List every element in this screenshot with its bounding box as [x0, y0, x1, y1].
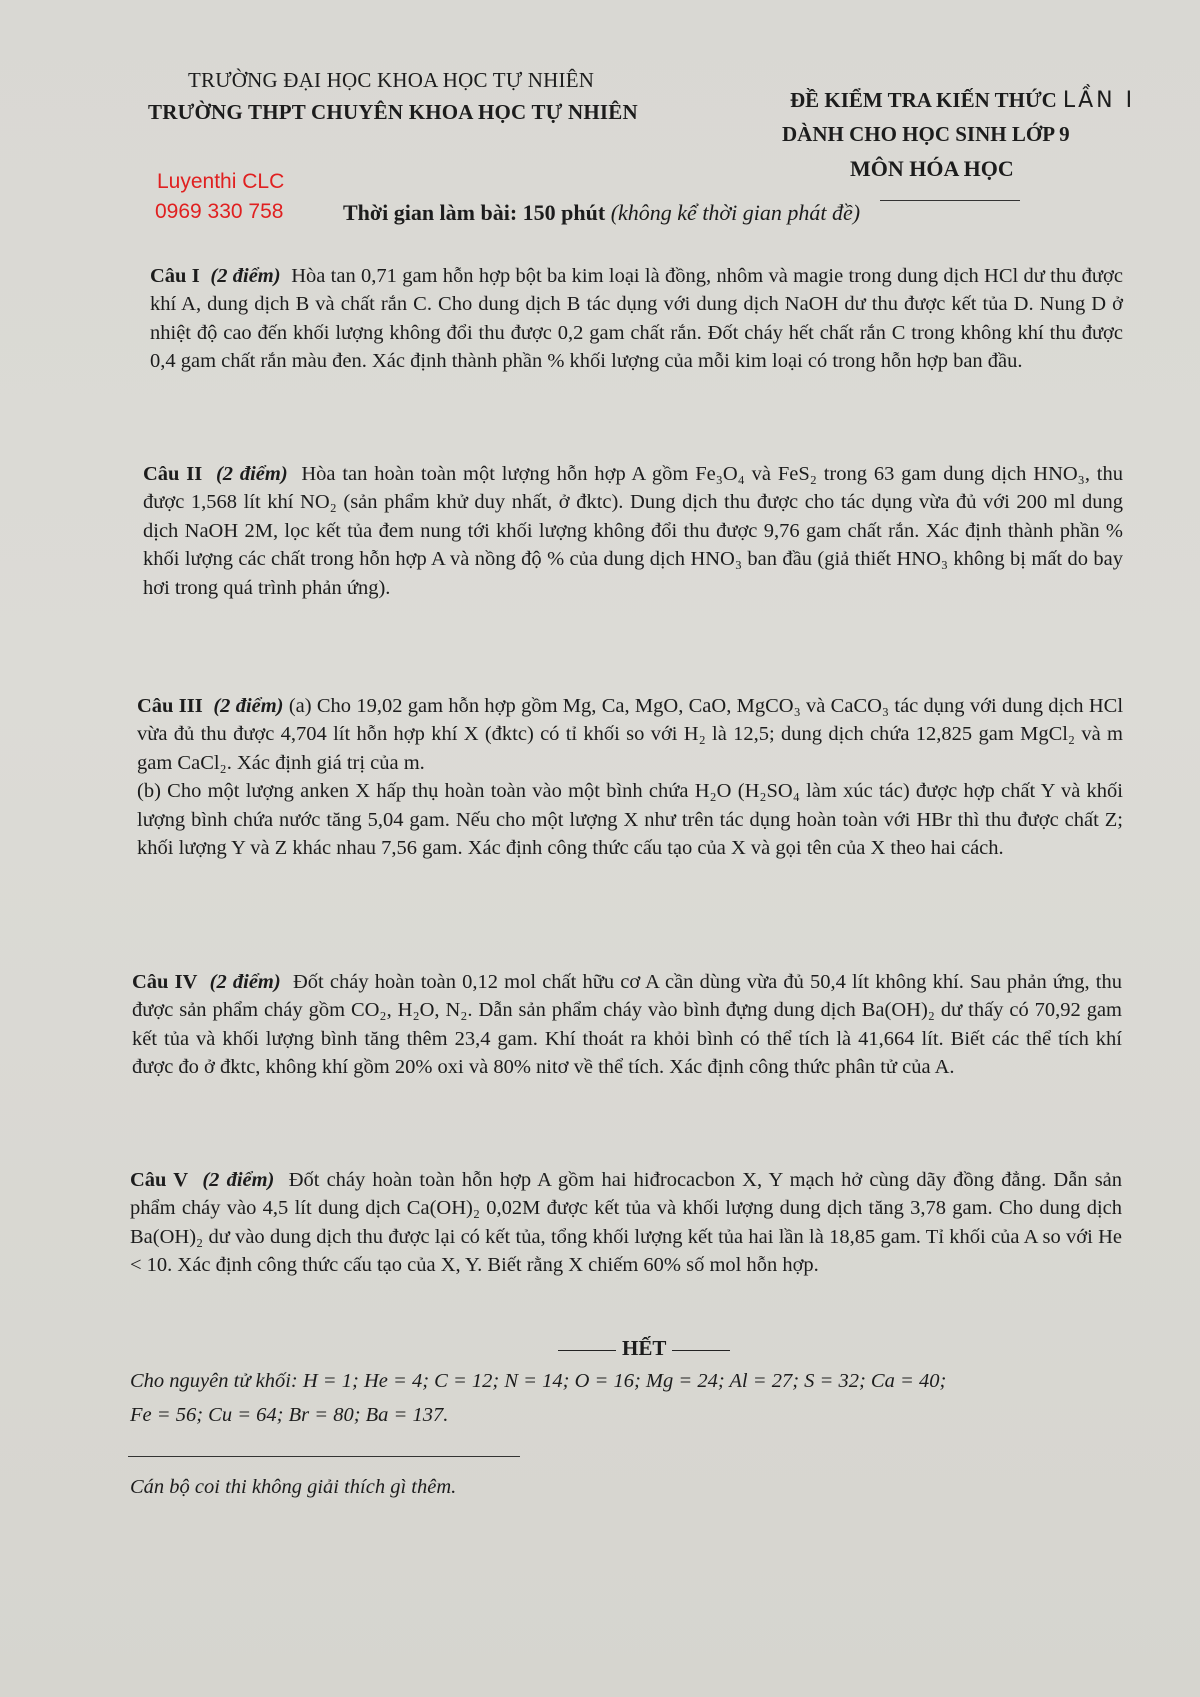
- time-limit-label: Thời gian làm bài: 150 phút: [343, 200, 606, 225]
- question-label: Câu I: [150, 265, 200, 287]
- exam-audience: DÀNH CHO HỌC SINH LỚP 9: [782, 122, 1070, 146]
- footer-note: Cán bộ coi thi không giải thích gì thêm.: [130, 1476, 457, 1498]
- end-marker: HẾT: [552, 1336, 736, 1361]
- question-3: [137, 692, 1123, 862]
- question-text-part-b: (b) Cho một lượng anken X hấp thụ hoàn toàn vào một bình chứa H₂O (H₂SO₄ làm xúc tác) được hợp chất Y và khối lượng bình chứa nước tăng 5,04 gam. Nếu cho một lượng X như trên tác dụng hoàn toàn với HBr thì thu được chất Z; khối lượng Y và Z khác nhau 7,56 gam. Xác định công thức cấu tạo của X và gọi tên của X theo hai cách.: [137, 780, 1123, 860]
- atomic-masses-line-1: Cho nguyên tử khối: H = 1; He = 4; C = 12; N = 14; O = 16; Mg = 24; Al = 27; S = 32; Ca = 40;: [130, 1370, 947, 1392]
- question-1: [150, 262, 1123, 376]
- question-text: Hòa tan 0,71 gam hỗn hợp bột ba kim loại là đồng, nhôm và magie trong dung dịch HCl dư thu được khí A, dung dịch B và chất rắn C. Cho dung dịch B tác dụng với dung dịch NaOH dư thu được kết tủa D. Nung D ở nhiệt độ cao đến khối lượng không đổi thu được 0,2 gam chất rắn. Đốt cháy hết chất rắn C trong không khí thu được 0,4 gam chất rắn màu đen. Xác định thành phần % khối lượng của mỗi kim loại có trong hỗn hợp ban đầu.: [150, 265, 1123, 373]
- question-points: (2 điểm): [213, 695, 284, 717]
- question-2: [143, 460, 1123, 602]
- question-points: (2 điểm): [210, 265, 281, 287]
- school-name: TRƯỜNG THPT CHUYÊN KHOA HỌC TỰ NHIÊN: [148, 100, 638, 124]
- brand-name: Luyenthi CLC: [157, 170, 285, 193]
- question-text: (a) Cho 19,02 gam hỗn hợp gồm Mg, Ca, MgO, CaO, MgCO₃ và CaCO₃ tác dụng với dung dịch HCl vừa đủ thu được 4,704 lít hỗn hợp khí X (đktc) có tỉ khối so với H₂ là 12,5; dung dịch chứa 12,825 gam MgCl₂ và m gam CaCl₂. Xác định giá trị của m.: [137, 695, 1124, 774]
- question-label: Câu II: [143, 463, 203, 485]
- atomic-masses-line-2: Fe = 56; Cu = 64; Br = 80; Ba = 137.: [130, 1404, 449, 1426]
- question-label: Câu III: [137, 695, 203, 717]
- atomic-masses: [130, 1364, 1122, 1432]
- header-divider: [880, 200, 1020, 201]
- question-label: Câu V: [130, 1169, 189, 1191]
- question-text: Đốt cháy hoàn toàn 0,12 mol chất hữu cơ A cần dùng vừa đủ 50,4 lít không khí. Sau phản ứng, thu được sản phẩm cháy gồm CO₂, H₂O, N₂. Dẫn sản phẩm cháy vào bình đựng dung dịch Ba(OH)₂ dư thấy có 70,92 gam kết tủa và khối lượng bình tăng thêm 23,4 gam. Khí thoát ra khỏi bình có thể tích là 41,664 lít. Biết các thể tích khí được đo ở đktc, không khí gồm 20% oxi và 80% nitơ về thể tích. Xác định công thức phân tử của A.: [132, 971, 1122, 1079]
- question-4: [132, 968, 1122, 1082]
- time-limit: [343, 200, 860, 226]
- university-name: TRƯỜNG ĐẠI HỌC KHOA HỌC TỰ NHIÊN: [188, 68, 595, 92]
- time-limit-note: (không kể thời gian phát đề): [610, 200, 861, 225]
- exam-title: [790, 88, 1135, 113]
- exam-round-handwritten: LẦN I: [1062, 88, 1136, 113]
- question-points: (2 điểm): [202, 1169, 275, 1191]
- question-label: Câu IV: [132, 971, 198, 993]
- exam-subject: MÔN HÓA HỌC: [850, 156, 1014, 181]
- question-points: (2 điểm): [209, 971, 281, 993]
- question-text: Đốt cháy hoàn toàn hỗn hợp A gồm hai hiđrocacbon X, Y mạch hở cùng dãy đồng đẳng. Dẫn sản phẩm cháy vào 4,5 lít dung dịch Ca(OH)₂ 0,02M được kết tủa và khối lượng dung dịch tăng 3,78 gam. Cho dung dịch Ba(OH)₂ dư vào dung dịch thu được lại có kết tủa, tổng khối lượng kết tủa hai lần là 18,85 gam. Tỉ khối của A so với He < 10. Xác định công thức cấu tạo của X, Y. Biết rằng X chiếm 60% số mol hỗn hợp.: [130, 1169, 1123, 1277]
- brand-phone: 0969 330 758: [155, 200, 284, 223]
- footer-divider: [128, 1456, 520, 1457]
- question-text: Hòa tan hoàn toàn một lượng hỗn hợp A gồm Fe₃O₄ và FeS₂ trong 63 gam dung dịch HNO₃, thu được 1,568 lít khí NO₂ (sản phẩm khử duy nhất, ở đktc). Dung dịch thu được cho tác dụng vừa đủ với 200 ml dung dịch NaOH 2M, lọc kết tủa đem nung tới khối lượng không đổi thu được 9,76 gam chất rắn. Xác định thành phần % khối lượng các chất trong hỗn hợp A và nồng độ % của dung dịch HNO₃ ban đầu (giả thiết HNO₃ không bị mất do bay hơi trong quá trình phản ứng).: [143, 463, 1123, 599]
- question-5: [130, 1166, 1122, 1280]
- exam-title-text: ĐỀ KIỂM TRA KIẾN THỨC: [790, 88, 1057, 112]
- question-points: (2 điểm): [215, 463, 288, 485]
